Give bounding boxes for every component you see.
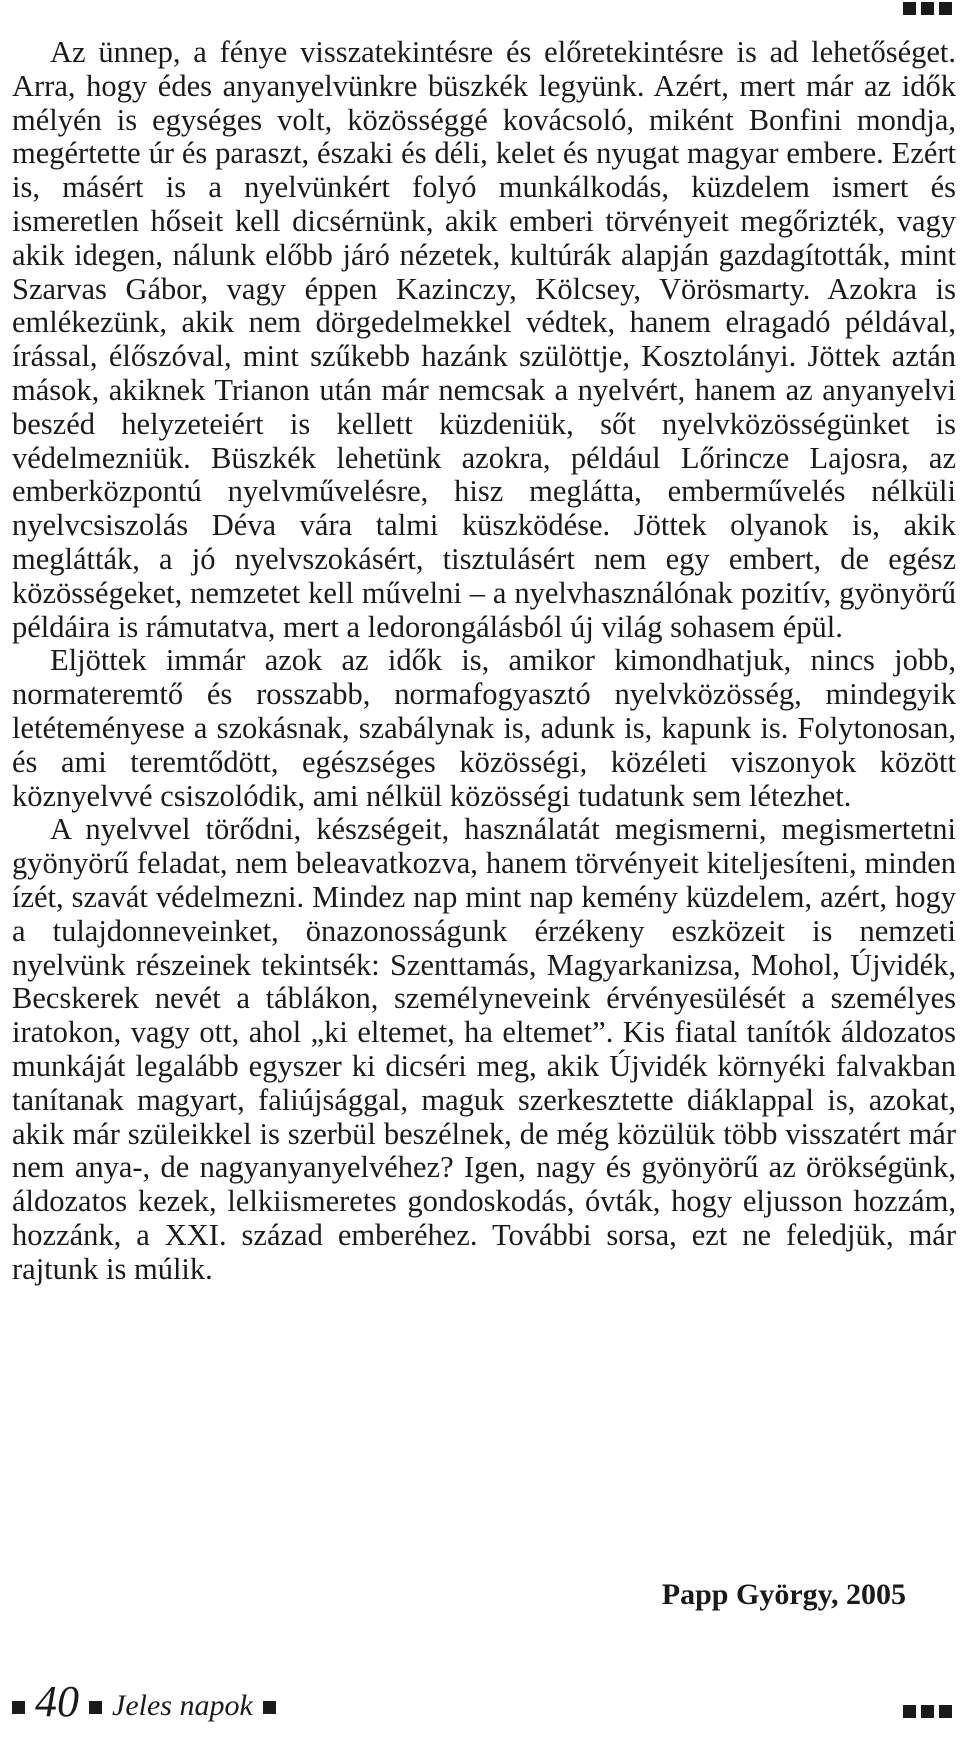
author-signature: Papp György, 2005 — [661, 1578, 906, 1611]
page-number: 40 — [35, 1677, 79, 1726]
paragraph: Eljöttek immár azok az idők is, amikor kimondhatjuk, nincs jobb, normateremtő és rosszabb, normafogyasztó nyelvközösség, mindegyik letéteményese a szokásnak, szabálynak is, adunk is, kapunk is. Folytonosan, és ami teremtődött, egészséges közösségi, közéleti viszonyok között köznyelvvé csiszolódik, ami nélkül közösségi tudatunk sem létezhet. — [12, 643, 956, 813]
square-icon — [921, 1705, 934, 1718]
paragraph: Az ünnep, a fénye visszatekintésre és előretekintésre is ad lehetőséget. Arra, hogy édes anyanyelvünkre büszkék legyünk. Azért, mert már az idők mélyén is egységes volt, közösséggé kovácsoló, miként Bonfini mondja, megértette úr és paraszt, északi és déli, kelet és nyugat magyar embere. Ezért is, másért is a nyelvünkért folyó munkálkodás, küzdelem ismert és ismeretlen hőseit kell dicsérnünk, akik emberi törvényeit megőrizték, vagy akik idegen, nálunk előbb járó nézetek, kultúrák alapján gazdagították, mint Szarvas Gábor, vagy éppen Kazinczy, Kölcsey, Vörösmarty. Azokra is emlékezünk, akik nem dörgedelmekkel védtek, hanem elragadó példával, írással, élőszóval, mint szűkebb hazánk szülöttje, Kosztolányi. Jöttek aztán mások, akiknek Trianon után már nemcsak a nyelvért, hanem az anyanyelvi beszéd helyzeteiért is kellett küzdeniük, sőt nyelvközösségünket is védelmezniük. Büszkék lehetünk azokra, például Lőrincze Lajosra, az emberközpontú nyelvművelésre, hisz meglátta, emberművelés nélküli nyelvcsiszolás Déva vára talmi küszködése. Jöttek olyanok is, akik meglátták, a jó nyelvszokásért, tisztulásért nem egy embert, de egész közösségeket, nemzetet kell művelni – a nyelvhasználónak pozitív, gyönyörű példáira is rámutatva, mert a ledorongálásból új világ sohasem épül. — [12, 35, 956, 644]
footer-squares — [903, 1705, 952, 1718]
square-icon — [939, 1705, 952, 1718]
page-footer — [12, 1677, 276, 1726]
square-icon — [89, 1701, 102, 1714]
section-name: Jeles napok — [112, 1689, 253, 1722]
article-body — [12, 36, 956, 1286]
square-icon — [263, 1701, 276, 1714]
square-icon — [921, 2, 934, 15]
paragraph: A nyelvvel törődni, készségeit, használatát megismerni, megismertetni gyönyörű feladat, nem beleavatkozva, hanem törvényeit kiteljesíteni, minden ízét, szavát védelmezni. Mindez nap mint nap kemény küzdelem, azért, hogy a tulajdonneveinket, önazonosságunk érzékeny eszközeit is nemzeti nyelvünk részeinek tekintsék: Szenttamás, Magyarkanizsa, Mohol, Újvidék, Becskerek nevét a táblákon, személyneveink érvényesülését a személyes iratokon, vagy ott, ahol „ki eltemet, ha eltemet”. Kis fiatal tanítók áldozatos munkáját legalább egyszer ki dicséri meg, akik Újvidék környéki falvakban tanítanak magyart, faliújsággal, maguk szerkesztette diáklappal is, azokat, akik már szüleikkel is szerbül beszélnek, de még közülük több visszatért már nem anya-, de nagyanyanyelvéhez? Igen, nagy és gyönyörű az örökségünk, áldozatos kezek, lelkiismeretes gondoskodás, óvták, hogy eljusson hozzám, hozzánk, a XXI. század emberéhez. További sorsa, ezt ne feledjük, már rajtunk is múlik. — [12, 812, 956, 1286]
square-icon — [12, 1701, 25, 1714]
square-icon — [903, 1705, 916, 1718]
square-icon — [939, 2, 952, 15]
square-icon — [903, 2, 916, 15]
header-squares — [903, 2, 952, 15]
